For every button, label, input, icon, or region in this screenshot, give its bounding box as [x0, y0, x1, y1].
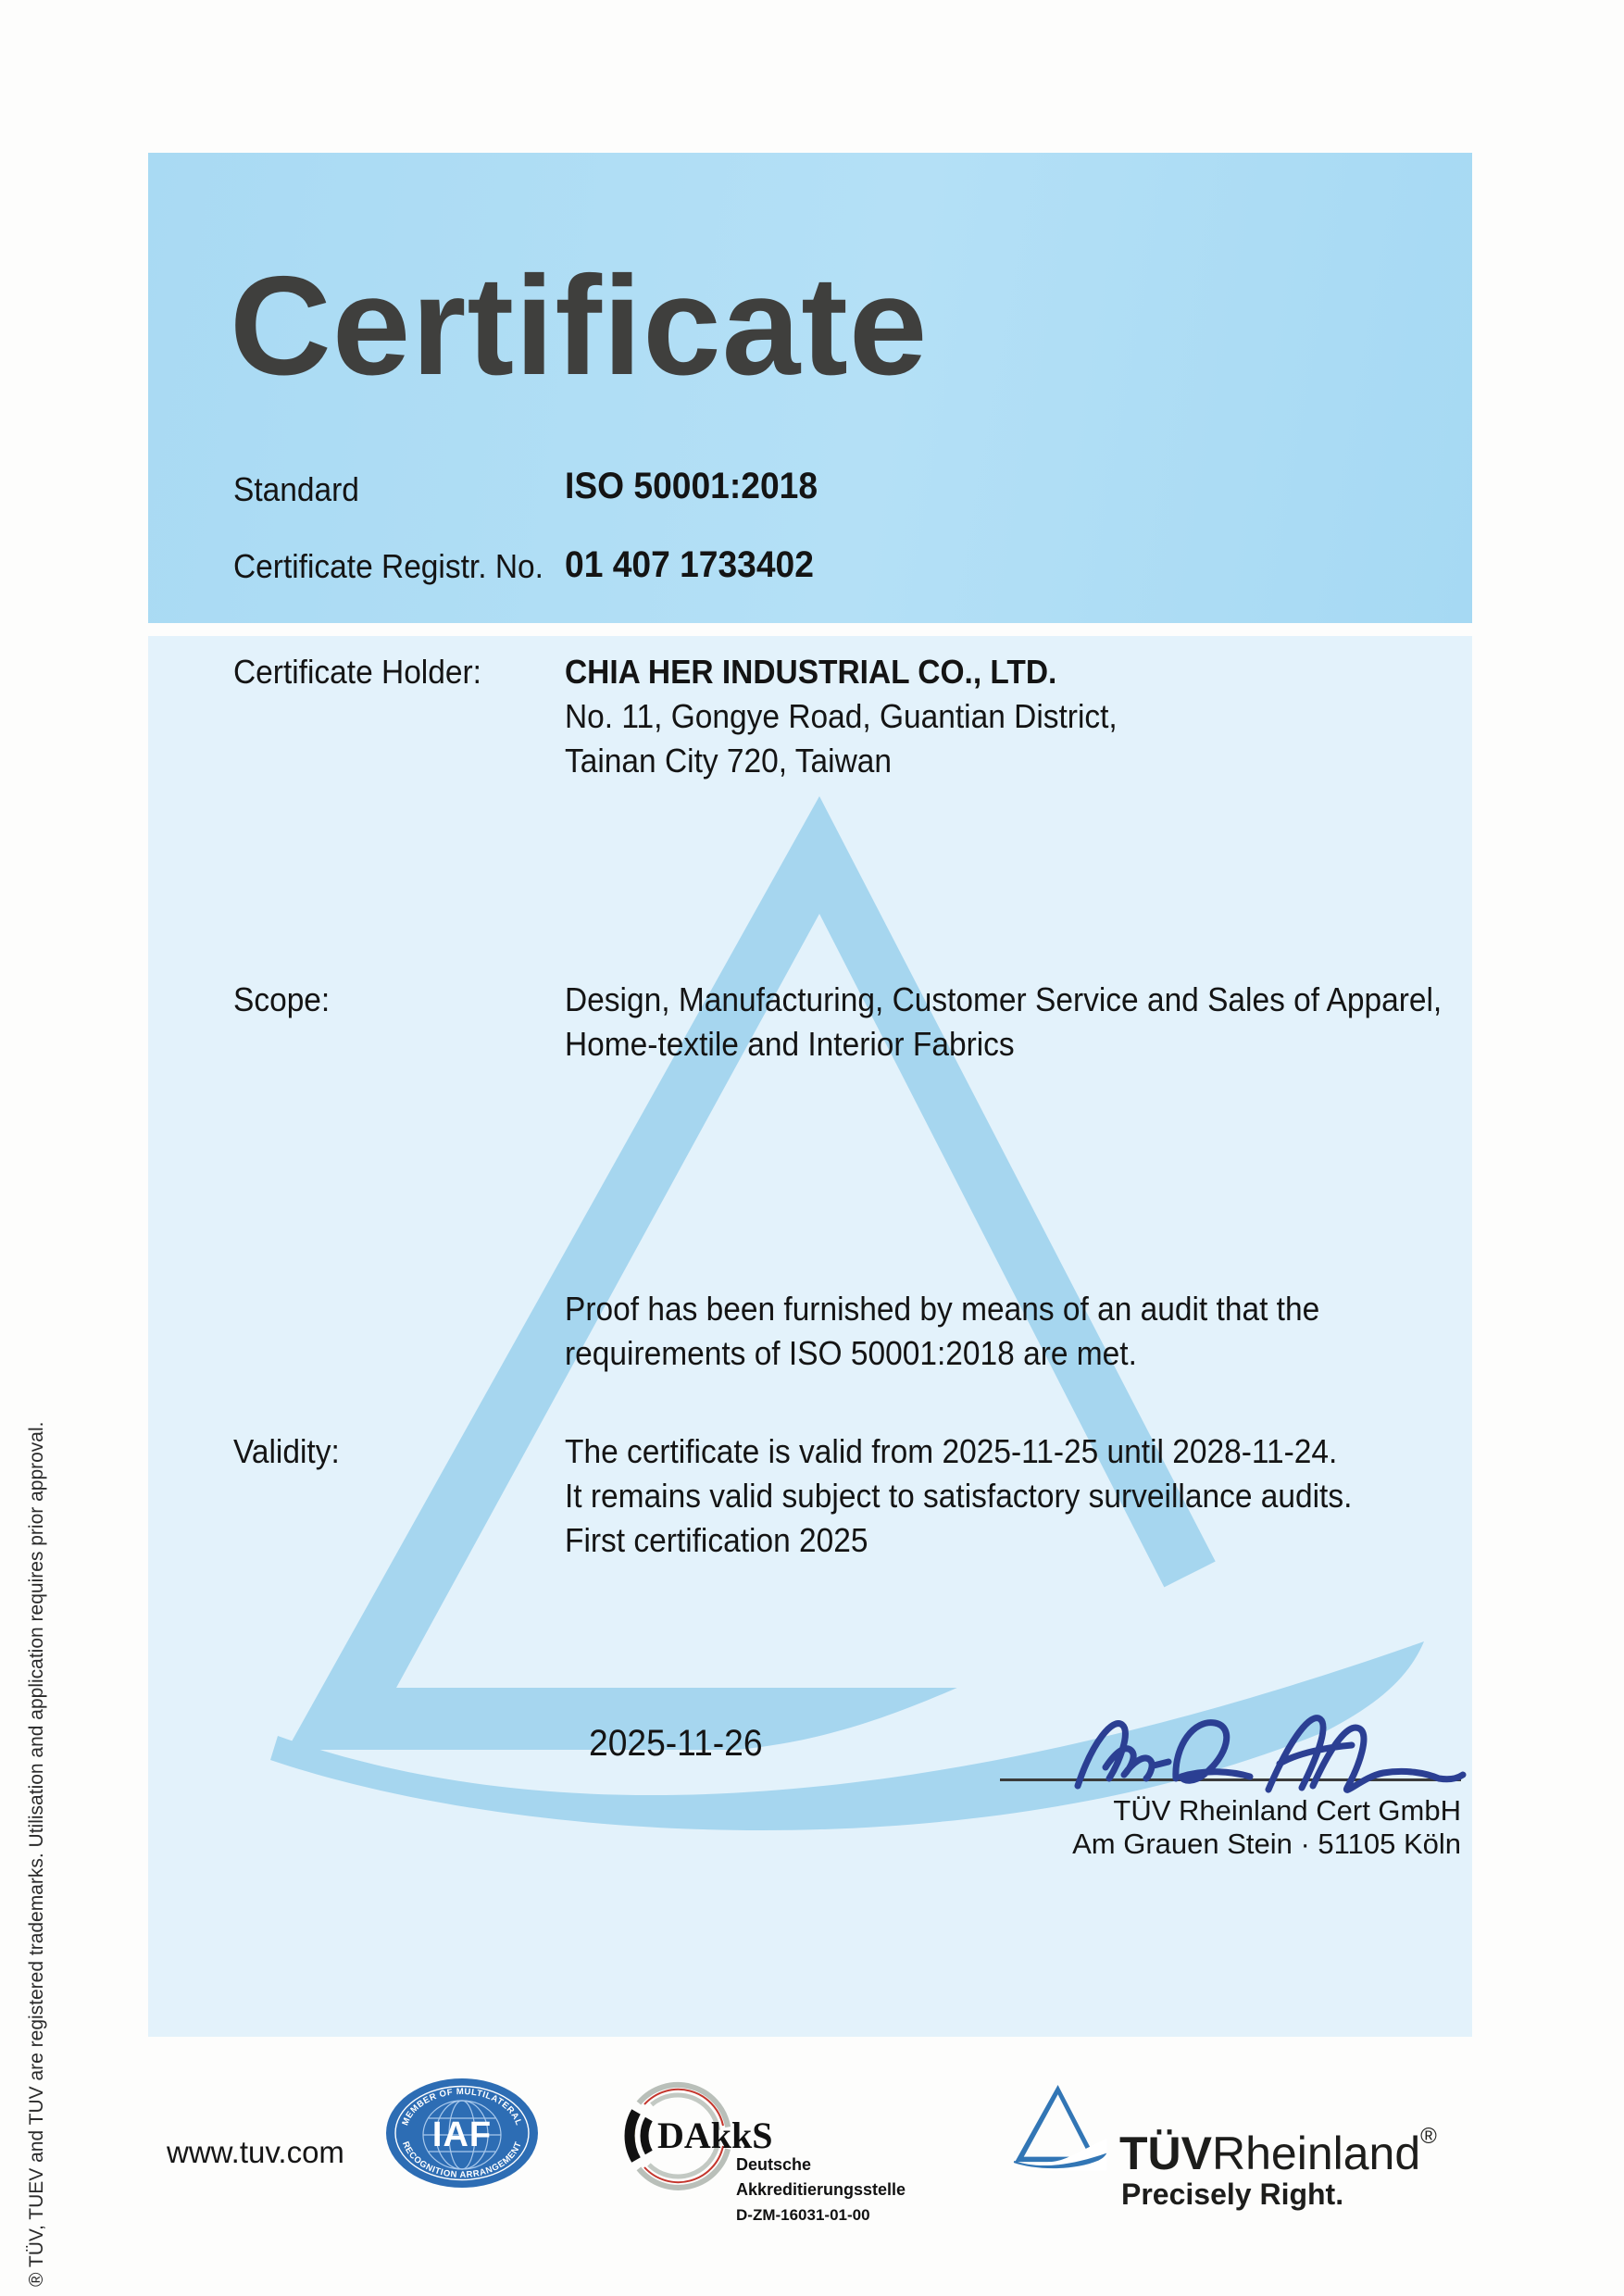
- scope-line: Home-textile and Interior Fabrics: [565, 1025, 1015, 1063]
- signature-stroke: [1176, 1723, 1250, 1781]
- proof-line: Proof has been furnished by means of an audit that the: [565, 1290, 1320, 1328]
- tuv-wordmark-rest: Rheinland: [1212, 2128, 1421, 2179]
- tuv-wordmark-bold: TÜV: [1119, 2128, 1212, 2179]
- validity-block: [565, 1429, 1352, 1563]
- holder-address-line: Tainan City 720, Taiwan: [565, 742, 893, 780]
- page-title: Certificate: [230, 247, 929, 405]
- holder-address-line: No. 11, Gongye Road, Guantian District,: [565, 697, 1118, 735]
- validity-line: It remains valid subject to satisfactory surveillance audits.: [565, 1477, 1353, 1515]
- trademark-note: ® TÜV, TUEV and TUV are registered trademarks. Utilisation and application requires prior approval.: [26, 1421, 47, 2287]
- registered-trademark-icon: ®: [1420, 2124, 1437, 2149]
- website-url: www.tuv.com: [167, 2135, 344, 2169]
- dakks-line1: Deutsche: [736, 2155, 812, 2174]
- holder-name: CHIA HER INDUSTRIAL CO., LTD.: [565, 653, 1057, 691]
- scope-line: Design, Manufacturing, Customer Service and Sales of Apparel,: [565, 980, 1443, 1018]
- proof-block: [565, 1287, 1319, 1376]
- validity-line: First certification 2025: [565, 1521, 868, 1559]
- signature-scribble: [1065, 1697, 1472, 1806]
- holder-label: Certificate Holder:: [233, 653, 481, 691]
- dakks-registration-id: D-ZM-16031-01-00: [736, 2206, 870, 2224]
- scope-label: Scope:: [233, 980, 331, 1018]
- signature-stroke: [1078, 1724, 1168, 1786]
- iaf-logo: [383, 2076, 541, 2191]
- issue-date: 2025-11-26: [589, 1723, 763, 1764]
- scope-block: [565, 978, 1442, 1067]
- holder-block: [565, 650, 1118, 783]
- proof-line: requirements of ISO 50001:2018 are met.: [565, 1334, 1137, 1372]
- iaf-arc-top-text: MEMBER OF MULTILATERAL: [400, 2086, 524, 2128]
- iaf-acronym: IAF: [431, 2115, 493, 2154]
- tuv-triangle-icon: [1012, 2083, 1108, 2172]
- dakks-line2: Akkreditierungsstelle: [736, 2180, 906, 2199]
- validity-line: The certificate is valid from 2025-11-25 until 2028-11-24.: [565, 1432, 1338, 1470]
- dakks-logo: [604, 2066, 918, 2252]
- dakks-wordmark: DAkkS: [657, 2115, 773, 2156]
- standard-label: Standard: [233, 470, 359, 508]
- tuv-tagline: Precisely Right.: [1121, 2177, 1344, 2211]
- registration-value: 01 407 1733402: [565, 544, 814, 585]
- validity-label: Validity:: [233, 1432, 340, 1470]
- issuer-address: Am Grauen Stein · 51105 Köln: [1072, 1828, 1461, 1860]
- tuv-wordmark: [1119, 2111, 1437, 2179]
- registration-label: Certificate Registr. No.: [233, 547, 543, 585]
- standard-value: ISO 50001:2018: [565, 466, 818, 506]
- signature-stroke: [1268, 1718, 1463, 1791]
- issuer-name: TÜV Rheinland Cert GmbH: [1113, 1794, 1461, 1827]
- issuer-block: [1000, 1794, 1461, 1861]
- iaf-arc-bottom-text: RECOGNITION ARRANGEMENT: [400, 2140, 524, 2181]
